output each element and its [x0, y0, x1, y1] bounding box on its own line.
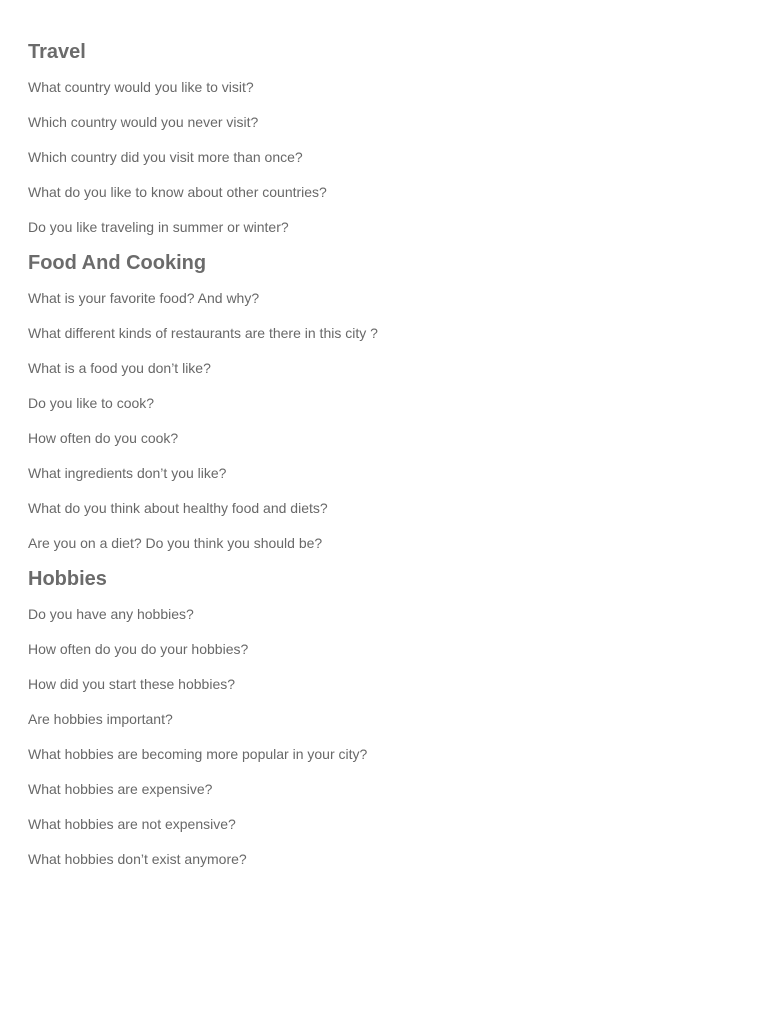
question-item: What hobbies don’t exist anymore? — [28, 851, 247, 867]
question-item: What ingredients don’t you like? — [28, 465, 227, 481]
question-item: Which country did you visit more than once? — [28, 149, 303, 165]
question-item: How did you start these hobbies? — [28, 676, 236, 692]
question-item: How often do you cook? — [28, 430, 179, 446]
question-item: What hobbies are becoming more popular in your city? — [28, 746, 368, 762]
question-item: What do you like to know about other countries? — [28, 184, 327, 200]
question-item: Do you like traveling in summer or winter? — [28, 219, 289, 235]
question-item: What hobbies are expensive? — [28, 781, 213, 797]
question-item: Which country would you never visit? — [28, 114, 259, 130]
question-item: What country would you like to visit? — [28, 79, 254, 95]
question-list — [28, 79, 740, 236]
section-food-and-cooking — [28, 251, 740, 552]
section-travel — [28, 40, 740, 236]
question-item: What is your favorite food? And why? — [28, 290, 260, 306]
question-list — [28, 606, 740, 868]
question-item: What hobbies are not expensive? — [28, 816, 236, 832]
question-item: What different kinds of restaurants are there in this city ? — [28, 325, 378, 341]
question-item: Are hobbies important? — [28, 711, 173, 727]
section-heading: Food And Cooking — [28, 252, 207, 274]
question-item: What do you think about healthy food and diets? — [28, 500, 328, 516]
section-hobbies — [28, 567, 740, 868]
question-item: How often do you do your hobbies? — [28, 641, 249, 657]
question-item: What is a food you don’t like? — [28, 360, 211, 376]
question-item: Do you like to cook? — [28, 395, 155, 411]
question-item: Are you on a diet? Do you think you should be? — [28, 535, 323, 551]
section-heading: Travel — [28, 41, 86, 63]
question-item: Do you have any hobbies? — [28, 606, 194, 622]
section-heading: Hobbies — [28, 568, 107, 590]
question-list — [28, 290, 740, 552]
